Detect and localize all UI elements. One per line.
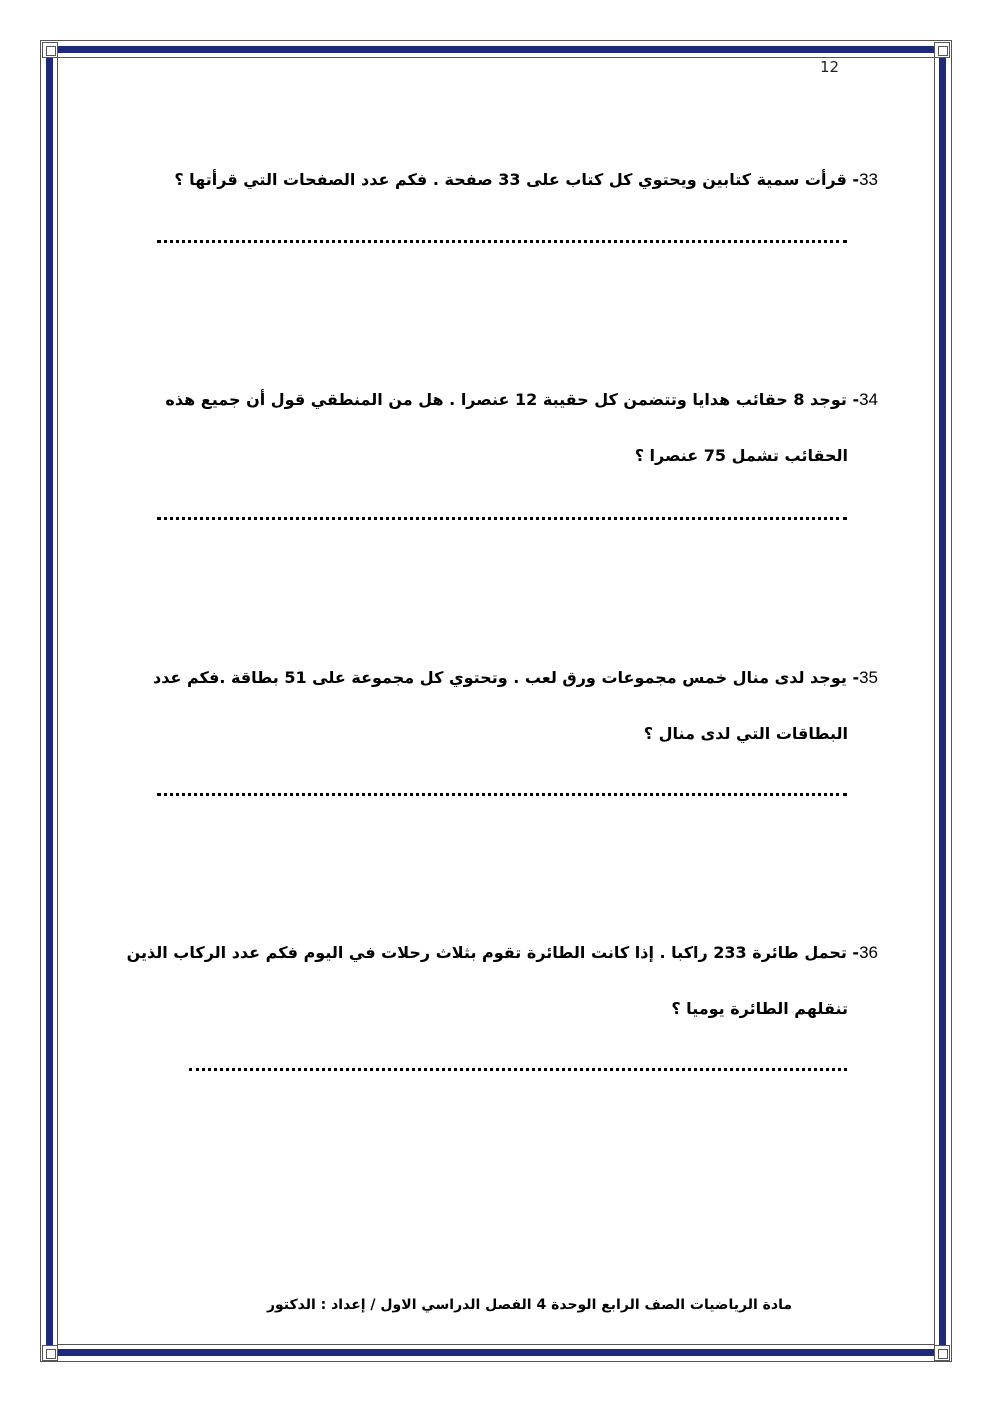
border-corner-ornament (42, 1345, 58, 1361)
question-number: 34 (859, 390, 878, 409)
question-line (153, 668, 878, 687)
question-text: - يوجد لدى منال خمس مجموعات ورق لعب . وتحتوي كل مجموعة على 51 بطاقة .فكم عدد (153, 668, 860, 687)
border-corner-ornament (934, 42, 950, 58)
question-text: - قرأت سمية كتابين ويحتوي كل كتاب على 33 صفحة . فكم عدد الصفحات التي قرأتها ؟ (174, 170, 860, 189)
question-line (165, 390, 878, 409)
question-line (127, 943, 878, 962)
question-text: - توجد 8 حقائب هدايا وتتضمن كل حقيبة 12 عنصرا . هل من المنطقي قول أن جميع هذه (165, 390, 860, 409)
border-corner-ornament (934, 1345, 950, 1361)
answer-line[interactable] (157, 517, 847, 520)
question-number: 35 (859, 668, 878, 687)
answer-line[interactable] (189, 1068, 847, 1071)
question-text-continued: الحقائب تشمل 75 عنصرا ؟ (634, 446, 848, 465)
page-number: 12 (820, 58, 840, 76)
question-33 (150, 170, 878, 190)
answer-line[interactable] (157, 240, 847, 243)
question-34 (150, 390, 878, 466)
question-number: 33 (859, 170, 878, 189)
answer-line[interactable] (157, 793, 847, 796)
question-line (174, 170, 878, 189)
question-text-continued: البطاقات التي لدى منال ؟ (643, 724, 848, 743)
question-text: - تحمل طائرة 233 راكبا . إذا كانت الطائرة تقوم بثلاث رحلات في اليوم فكم عدد الركاب الذين (126, 943, 860, 962)
question-text-continued: تنقلهم الطائرة يوميا ؟ (671, 999, 848, 1018)
question-35 (150, 668, 878, 744)
question-36 (126, 943, 878, 1019)
question-number: 36 (859, 943, 878, 962)
border-corner-ornament (42, 42, 58, 58)
footer-text: مادة الرياضيات الصف الرابع الوحدة 4 الفصل الدراسي الاول / إعداد : الدكتور (266, 1297, 792, 1313)
